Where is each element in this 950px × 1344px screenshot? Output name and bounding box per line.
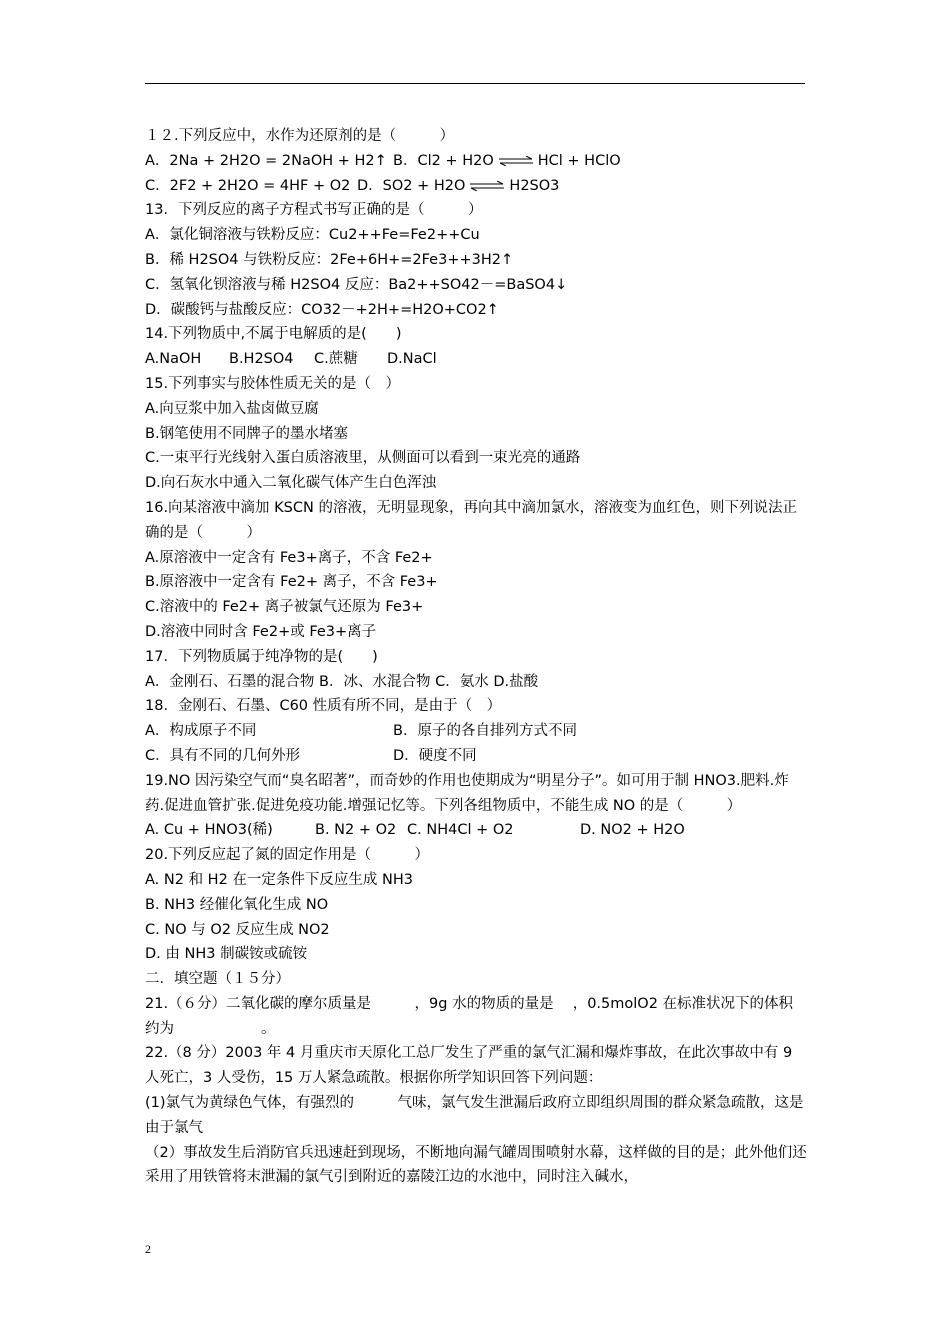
- q16-option-a: A.原溶液中一定含有 Fe3+离子，不含 Fe2+: [145, 549, 433, 566]
- q18-option-d: D．硬度不同: [393, 747, 477, 764]
- equilibrium-arrow-icon: [498, 156, 534, 166]
- q16-stem: 16.向某溶液中滴加 KSCN 的溶液，无明显现象，再向其中滴加氯水，溶液变为血红色，则下列说法正确的是（ ）: [145, 499, 797, 541]
- q14-option-d: D.NaCl: [387, 351, 437, 368]
- q22-stem: 22.（8 分）2003 年 4 月重庆市天原化工总厂发生了严重的氯气汇漏和爆炸事故，在此次事故中有 9 人死亡，3 人受伤，15 万人紧急疏散。根据你所学知识回答下列问题：: [145, 1045, 793, 1087]
- q14-options: [145, 347, 807, 372]
- q20-stem: 20.下列反应起了氮的固定作用是（ ）: [145, 847, 430, 864]
- q12-option-a: A．2Na + 2H2O = 2NaOH + H2↑: [145, 152, 387, 169]
- q14-option-c: C.蔗糖: [314, 351, 358, 368]
- header-rule: [145, 83, 805, 84]
- q18-stem: 18．金刚石、石墨、C60 性质有所不同，是由于（ ）: [145, 698, 502, 715]
- document-body: [145, 124, 807, 1190]
- q16-option-d: D.溶液中同时含 Fe2+或 Fe3+离子: [145, 623, 377, 640]
- page-number: 2: [145, 1242, 151, 1256]
- q19-option-b: B. N2 + O2: [315, 822, 397, 839]
- q19-option-d: D. NO2 + H2O: [580, 822, 685, 839]
- q22-part-1: (1)氯气为黄绿色气体，有强烈的 气味，氯气发生泄漏后政府立即组织周围的群众紧急疏散，这是由于氯气: [145, 1095, 804, 1136]
- q12-option-b-right: HCl + HClO: [537, 152, 621, 169]
- q18-option-a: A．构成原子不同: [145, 723, 257, 740]
- q19-option-c: C. NH4Cl + O2: [407, 822, 514, 839]
- q17-stem: 17．下列物质属于纯净物的是( ): [145, 648, 378, 665]
- q14-stem: 14.下列物质中,不属于电解质的是( ): [145, 326, 402, 343]
- q17-options: A．金刚石、石墨的混合物 B．冰、水混合物 C．氨水 D.盐酸: [145, 673, 539, 690]
- q13-option-b: B．稀 H2SO4 与铁粉反应：2Fe+6H+=2Fe3++3H2↑: [145, 251, 514, 268]
- section-fill-in-heading: 二．填空题（１５分）: [145, 971, 290, 988]
- q12-stem: １２.下列反应中，水作为还原剂的是（ ）: [145, 128, 455, 144]
- q21-text: 21.（６分）二氧化碳的摩尔质量是 ，9g 水的物质的量是 ，0.5molO2 在标准状况下的体积约为 。: [145, 995, 794, 1037]
- q18-options-ab: [145, 719, 807, 744]
- q12-options-cd: [145, 174, 807, 199]
- q13-stem: 13．下列反应的离子方程式书写正确的是（ ）: [145, 202, 483, 219]
- q14-option-a: A.NaOH: [145, 351, 202, 368]
- q16-option-b: B.原溶液中一定含有 Fe2+ 离子，不含 Fe3+: [145, 574, 438, 591]
- q12-option-b-left: B．Cl2 + H2O: [393, 152, 494, 169]
- q12-option-d-left: D．SO2 + H2O: [357, 177, 466, 194]
- q12-option-c: C．2F2 + 2H2O = 4HF + O2: [145, 177, 351, 194]
- q15-option-b: B.钢笔使用不同牌子的墨水堵塞: [145, 425, 349, 442]
- q22-part-2: （2）事故发生后消防官兵迅速赶到现场，不断地向漏气罐周围喷射水幕，这样做的目的是；此外他们还采用了用铁管将末泄漏的氯气引到附近的嘉陵江边的水池中，同时注入碱水，: [145, 1144, 807, 1186]
- equilibrium-arrow-icon: [469, 181, 505, 191]
- q18-option-c: C．具有不同的几何外形: [145, 747, 301, 764]
- q13-option-d: D．碳酸钙与盐酸反应：CO32－+2H+=H2O+CO2↑: [145, 301, 499, 318]
- q20-option-b: B. NH3 经催化氧化生成 NO: [145, 896, 329, 913]
- q20-option-c: C. NO 与 O2 反应生成 NO2: [145, 921, 330, 938]
- q19-stem: 19.NO 因污染空气而“臭名昭著”，而奇妙的作用也使期成为“明星分子”。如可用于制 HNO3.肥料.炸药.促进血管扩张.促进免疫功能.增强记忆等。下列各组物质中，不能生成 NO 的是（ ）: [145, 772, 789, 814]
- q13-option-c: C．氢氧化钡溶液与稀 H2SO4 反应：Ba2++SO42－=BaSO4↓: [145, 276, 568, 293]
- q16-option-c: C.溶液中的 Fe2+ 离子被氯气还原为 Fe3+: [145, 599, 424, 616]
- q18-options-cd: [145, 744, 807, 769]
- q15-stem: 15.下列事实与胶体性质无关的是（ ）: [145, 375, 401, 392]
- q12-options-ab: [145, 149, 807, 174]
- q15-option-c: C.一束平行光线射入蛋白质溶液里，从侧面可以看到一束光亮的通路: [145, 450, 581, 467]
- q18-option-b: B．原子的各自排列方式不同: [393, 723, 577, 740]
- q15-option-a: A.向豆浆中加入盐卤做豆腐: [145, 400, 319, 417]
- q19-options: [145, 818, 807, 843]
- q14-option-b: B.H2SO4: [229, 351, 294, 368]
- q19-option-a: A. Cu + HNO3(稀): [145, 822, 273, 839]
- q20-option-a: A. N2 和 H2 在一定条件下反应生成 NH3: [145, 871, 413, 888]
- q12-option-d-right: H2SO3: [509, 177, 560, 194]
- q13-option-a: A．氯化铜溶液与铁粉反应：Cu2++Fe=Fe2++Cu: [145, 227, 480, 244]
- q15-option-d: D.向石灰水中通入二氧化碳气体产生白色浑浊: [145, 475, 437, 492]
- q20-option-d: D. 由 NH3 制碳铵或硫铵: [145, 946, 308, 963]
